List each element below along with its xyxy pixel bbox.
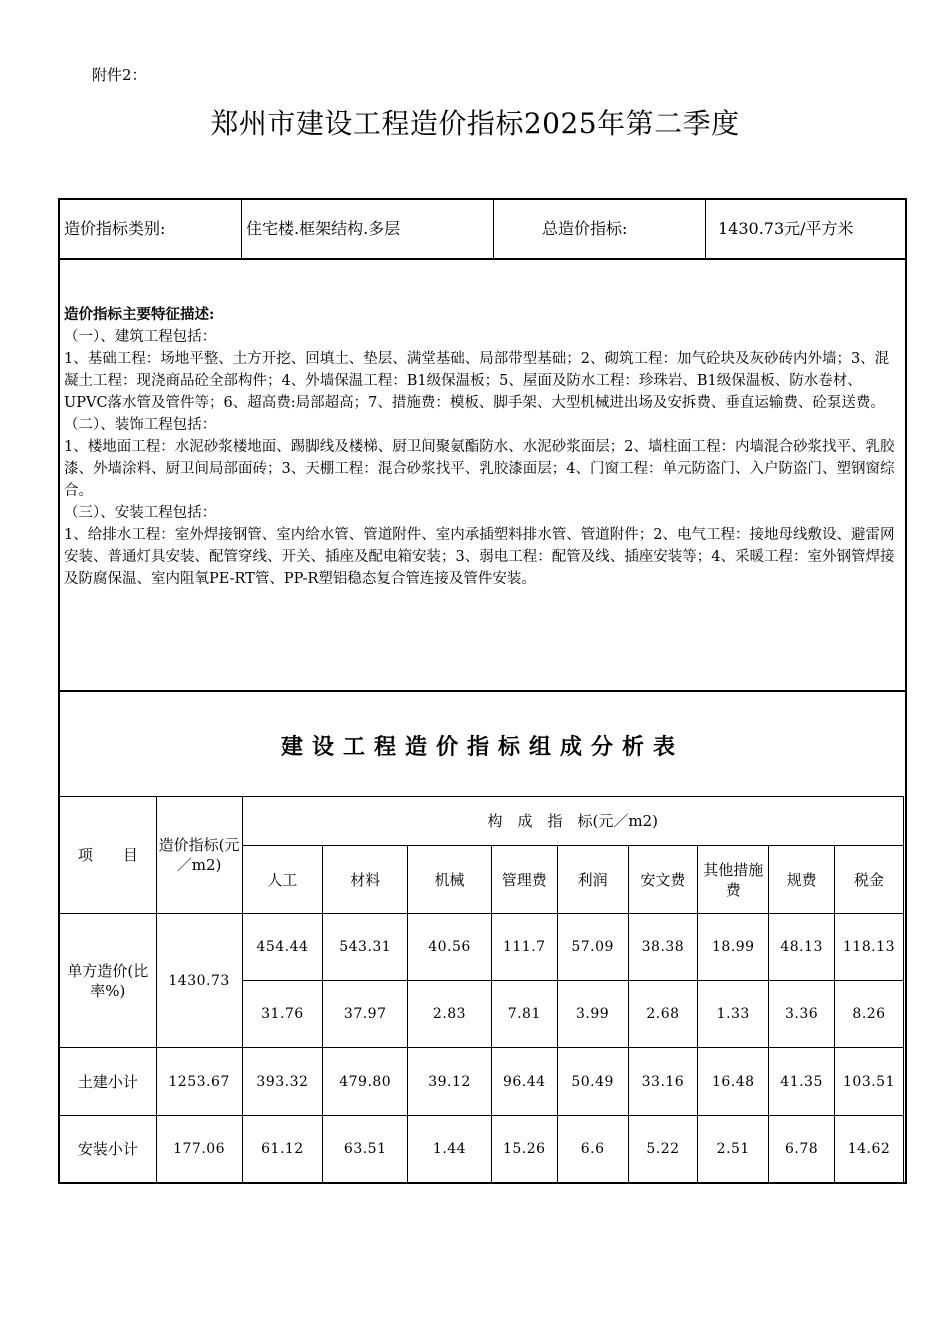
cost-index-sheet (58, 198, 907, 1184)
category-label: 造价指标类别: (64, 219, 166, 238)
row-index-value: 1430.73 (156, 914, 242, 1048)
table-cell: 543.31 (323, 914, 408, 981)
ratio-cell: 3.36 (769, 981, 835, 1048)
divider (493, 200, 494, 258)
sub-column-header: 其他措施费 (698, 846, 769, 914)
sub-column-header: 材料 (323, 846, 408, 914)
table-cell: 16.48 (698, 1048, 769, 1116)
table-cell: 38.38 (628, 914, 698, 981)
ratio-cell: 8.26 (835, 981, 904, 1048)
divider (705, 200, 706, 258)
page-title: 郑州市建设工程造价指标2025年第二季度 (210, 107, 740, 140)
index-column-header: 造价指标(元／m2) (156, 797, 242, 914)
category-value: 住宅楼.框架结构.多层 (246, 219, 401, 238)
item-column-header: 项 目 (60, 797, 157, 914)
table-cell: 118.13 (835, 914, 904, 981)
table-cell: 50.49 (557, 1048, 628, 1116)
sub-column-header: 管理费 (491, 846, 557, 914)
table-cell: 14.62 (835, 1116, 904, 1183)
sub-column-header: 机械 (408, 846, 492, 914)
ratio-cell: 2.83 (408, 981, 492, 1048)
row-index-value: 1253.67 (156, 1048, 242, 1116)
description-line: （三）、安装工程包括： (64, 505, 217, 521)
table-cell: 61.12 (242, 1116, 323, 1183)
ratio-cell: 1.33 (698, 981, 769, 1048)
analysis-table (59, 796, 904, 1183)
table-cell: 39.12 (408, 1048, 492, 1116)
section-divider (60, 690, 905, 692)
description-line: （二）、装饰工程包括： (64, 417, 217, 433)
total-index-value: 1430.73元/平方米 (718, 219, 854, 238)
table-cell: 40.56 (408, 914, 492, 981)
table-cell: 6.78 (769, 1116, 835, 1183)
table-cell: 18.99 (698, 914, 769, 981)
feature-description (64, 304, 900, 590)
row-label: 土建小计 (60, 1048, 157, 1116)
table-cell: 103.51 (835, 1048, 904, 1116)
description-line: （一）、建筑工程包括： (64, 329, 217, 345)
table-cell: 111.7 (491, 914, 557, 981)
table-cell: 96.44 (491, 1048, 557, 1116)
table-cell: 1.44 (408, 1116, 492, 1183)
table-cell: 6.6 (557, 1116, 628, 1183)
total-index-label: 总造价指标: (542, 219, 628, 238)
sub-column-header: 利润 (557, 846, 628, 914)
description-heading: 造价指标主要特征描述: (64, 306, 215, 323)
table-cell: 479.80 (323, 1048, 408, 1116)
ratio-cell: 7.81 (491, 981, 557, 1048)
ratio-cell: 3.99 (557, 981, 628, 1048)
ratio-cell: 31.76 (242, 981, 323, 1048)
table-cell: 454.44 (242, 914, 323, 981)
sub-column-header: 人工 (242, 846, 323, 914)
table-cell: 5.22 (628, 1116, 698, 1183)
table-cell: 41.35 (769, 1048, 835, 1116)
category-header-row (60, 200, 905, 260)
composition-group-header: 构 成 指 标(元／m2) (242, 797, 903, 846)
ratio-cell: 2.68 (628, 981, 698, 1048)
analysis-table-title: 建设工程造价指标组成分析表 (280, 734, 684, 760)
attachment-label: 附件2： (92, 66, 147, 84)
table-cell: 15.26 (491, 1116, 557, 1183)
table-cell: 57.09 (557, 914, 628, 981)
description-line: 1、基础工程：场地平整、土方开挖、回填土、垫层、满堂基础、局部带型基础；2、砌筑工程：加气砼块及灰砂砖内外墙；3、混凝土工程：现浇商品砼全部构件；4、外墙保温工程：B1级保温板；5、屋面及防水工程：珍珠岩、B1级保温板、防水卷材、UPVC落水管及管件等；6、超高费:局部超高；7、措施费：模板、脚手架、大型机械进出场及安拆费、垂直运输费、砼泵送费。 (64, 351, 890, 411)
table-cell: 2.51 (698, 1116, 769, 1183)
table-row (60, 1048, 904, 1116)
description-line: 1、楼地面工程：水泥砂浆楼地面、踢脚线及楼梯、厨卫间聚氨酯防水、水泥砂浆面层；2、墙柱面工程：内墙混合砂浆找平、乳胶漆、外墙涂料、厨卫间局部面砖；3、天棚工程：混合砂浆找平、乳胶漆面层；4、门窗工程：单元防盗门、入户防盗门、塑钢窗综合。 (64, 439, 895, 499)
divider (241, 200, 242, 258)
table-row (60, 914, 904, 981)
sub-column-header: 规费 (769, 846, 835, 914)
description-line: 1、给排水工程：室外焊接钢管、室内给水管、管道附件、室内承插塑料排水管、管道附件；2、电气工程：接地母线敷设、避雷网安装、普通灯具安装、配管穿线、开关、插座及配电箱安装；3、弱电工程：配管及线、插座安装等；4、采暖工程：室外钢管焊接及防腐保温、室内阻氧PE-RT管、PP-R塑铝稳态复合管连接及管件安装。 (64, 527, 895, 587)
ratio-cell: 37.97 (323, 981, 408, 1048)
table-row (60, 1116, 904, 1183)
table-cell: 393.32 (242, 1048, 323, 1116)
sub-column-header: 安文费 (628, 846, 698, 914)
sub-column-header: 税金 (835, 846, 904, 914)
row-label: 单方造价(比率%) (60, 914, 157, 1048)
row-index-value: 177.06 (156, 1116, 242, 1183)
row-label: 安装小计 (60, 1116, 157, 1183)
table-cell: 63.51 (323, 1116, 408, 1183)
table-cell: 48.13 (769, 914, 835, 981)
table-cell: 33.16 (628, 1048, 698, 1116)
